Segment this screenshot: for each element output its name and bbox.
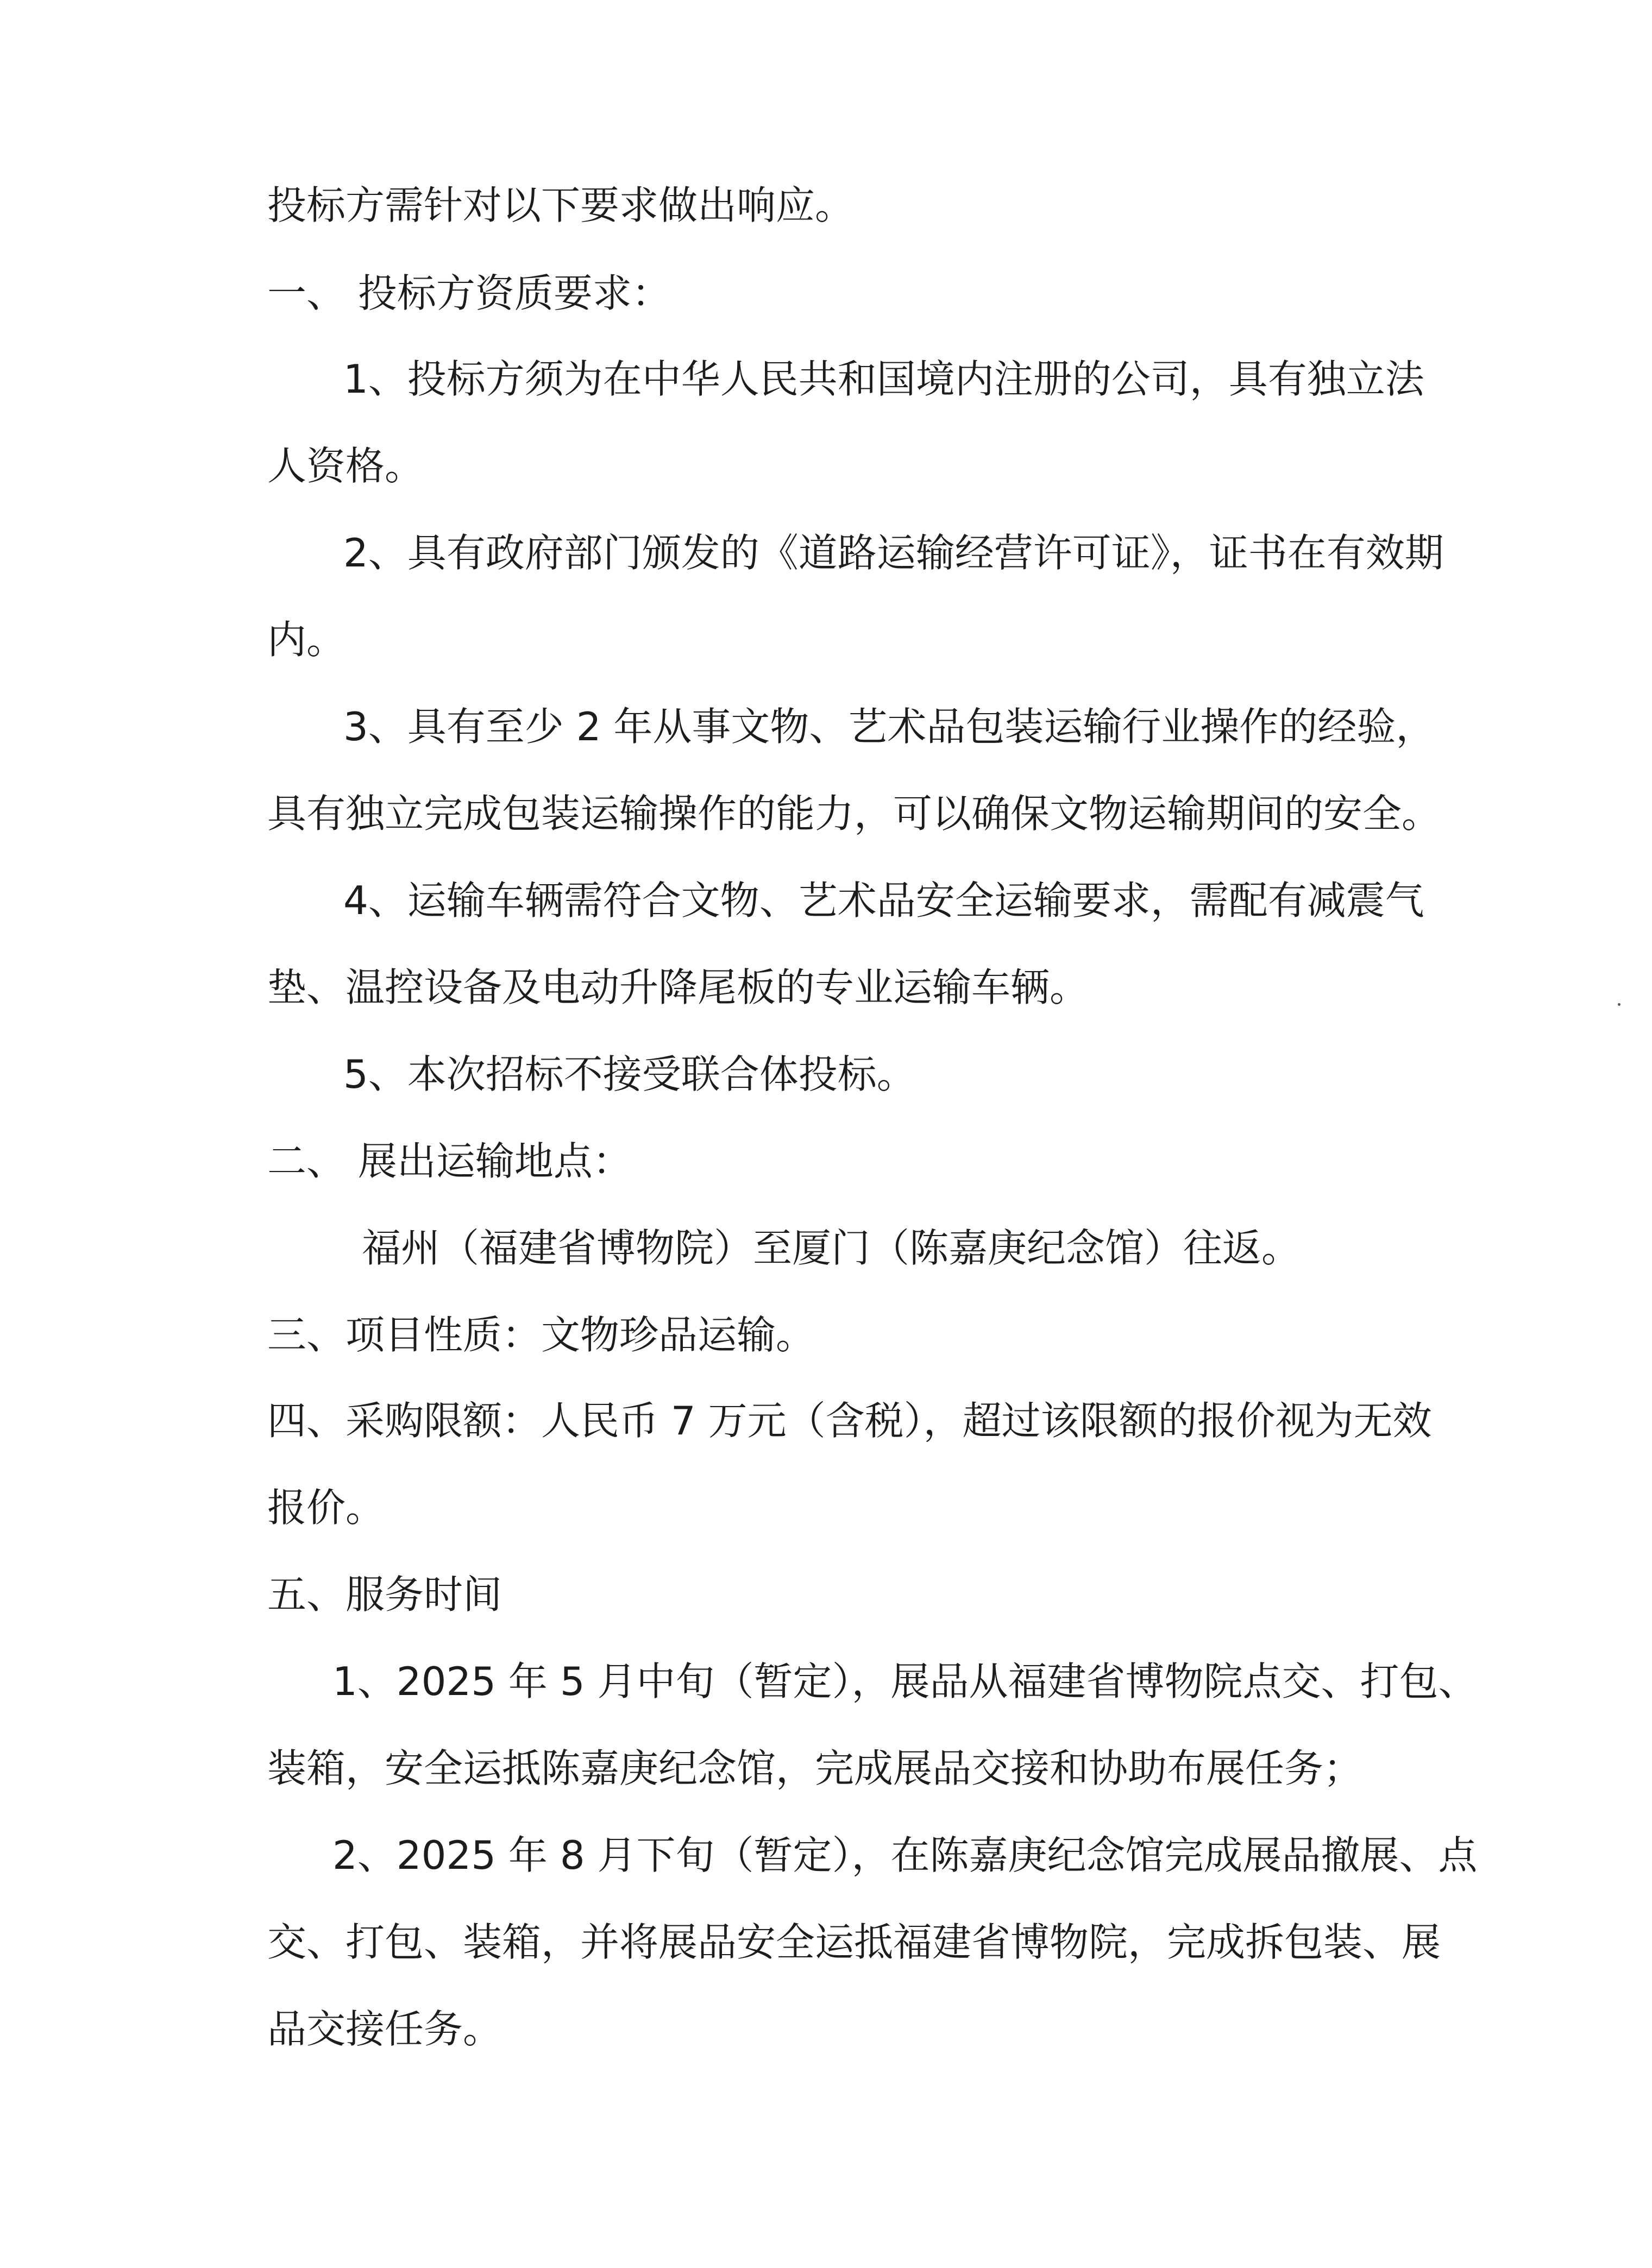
section-4-line-1: 四、采购限额：人民币 7 万元（含税），超过该限额的报价视为无效 <box>267 1398 1432 1444</box>
section-3-line: 三、项目性质：文物珍品运输。 <box>267 1312 815 1358</box>
section-2-heading: 二、 展出运输地点： <box>267 1138 632 1184</box>
service-time-1-line-1: 1、2025 年 5 月中旬（暂定），展品从福建省博物院点交、打包、 <box>332 1659 1478 1704</box>
transport-route-line: 福州（福建省博物院）至厦门（陈嘉庚纪念馆）往返。 <box>362 1225 1301 1271</box>
item-3-line-2: 具有独立完成包装运输操作的能力，可以确保文物运输期间的安全。 <box>267 791 1441 836</box>
section-1-heading: 一、 投标方资质要求： <box>267 270 671 316</box>
item-2-line-1: 2、具有政府部门颁发的《道路运输经营许可证》，证书在有效期 <box>343 530 1444 576</box>
item-3-line-1: 3、具有至少 2 年从事文物、艺术品包装运输行业操作的经验， <box>343 704 1435 749</box>
section-5-heading: 五、服务时间 <box>267 1572 502 1617</box>
service-time-2-line-3: 品交接任务。 <box>267 2006 502 2052</box>
scan-speck <box>1618 1003 1620 1006</box>
item-5-line: 5、本次招标不接受联合体投标。 <box>343 1051 916 1097</box>
intro-line: 投标方需针对以下要求做出响应。 <box>267 182 855 228</box>
section-4-line-2: 报价。 <box>267 1485 385 1530</box>
service-time-2-line-1: 2、2025 年 8 月下旬（暂定），在陈嘉庚纪念馆完成展品撤展、点 <box>332 1832 1478 1878</box>
service-time-2-line-2: 交、打包、装箱，并将展品安全运抵福建省博物院，完成拆包装、展 <box>267 1919 1441 1965</box>
item-1-line-2: 人资格。 <box>267 443 424 489</box>
item-2-line-2: 内。 <box>267 617 346 663</box>
item-1-line-1: 1、投标方须为在中华人民共和国境内注册的公司，具有独立法 <box>343 356 1424 402</box>
service-time-1-line-2: 装箱，安全运抵陈嘉庚纪念馆，完成展品交接和协助布展任务； <box>267 1746 1363 1791</box>
item-4-line-2: 垫、温控设备及电动升降尾板的专业运输车辆。 <box>267 965 1089 1010</box>
item-4-line-1: 4、运输车辆需符合文物、艺术品安全运输要求，需配有减震气 <box>343 878 1424 923</box>
